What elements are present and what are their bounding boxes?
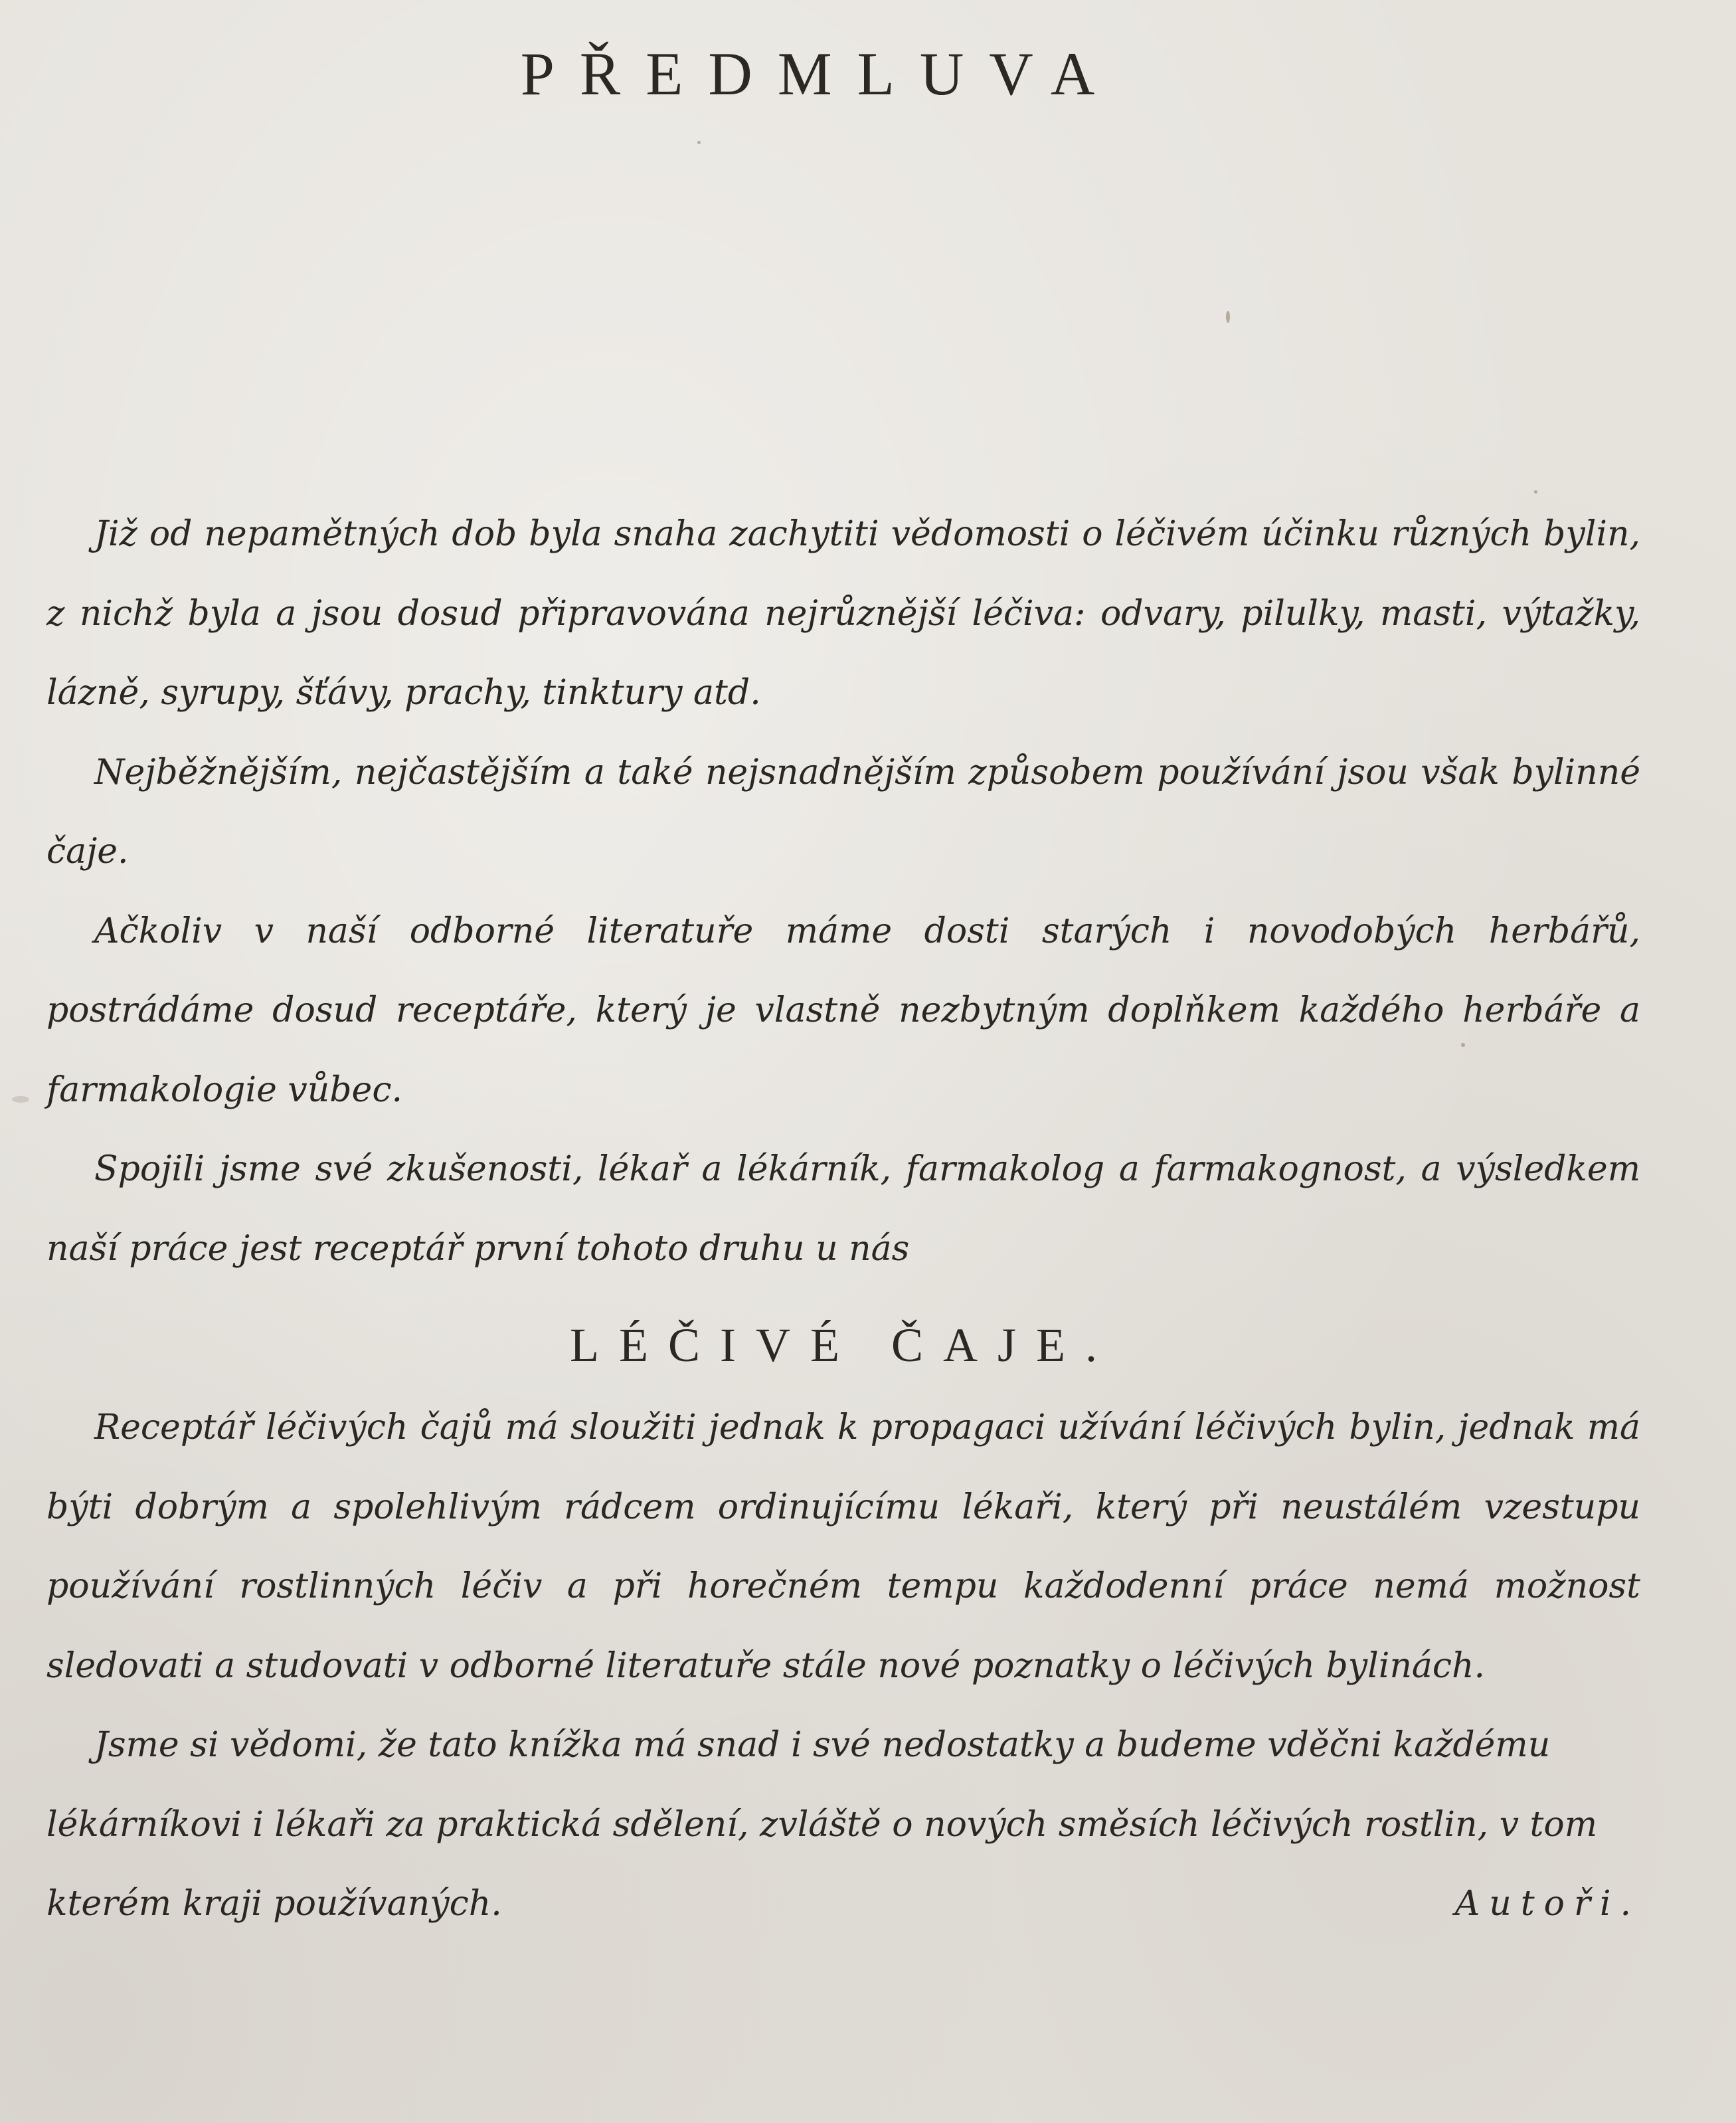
paper-speck	[1226, 311, 1230, 323]
paragraph-1: Již od nepamětných dob byla snaha zachytiti vědomosti o léčivém účinku různých bylin, z nichž byla a jsou dosud připravována nejrůznější léčiva: odvary, pilulky, masti, výtažky, lázně, syrupy, šťávy, prachy, tinktury atd.	[46, 514, 1640, 713]
paper-speck	[12, 1096, 29, 1103]
paragraph-3: Ačkoliv v naší odborné literatuře máme dosti starých i novodobých herbářů, postrádáme dosud receptáře, který je vlastně nezbytným doplňkem každého herbáře a farmakologie vůbec.	[46, 911, 1640, 1110]
paragraph-2: Nejběžnějším, nejčastějším a také nejsnadnějším způsobem používání jsou však bylinné čaje.	[46, 752, 1640, 872]
paper-speck	[1534, 490, 1537, 494]
paragraph-4: Spojili jsme své zkušenosti, lékař a lékárník, farmakolog a farmakognost, a výsledkem naší práce jest receptář první tohoto druhu u nás	[46, 1149, 1640, 1269]
paper-speck	[1461, 1043, 1465, 1047]
authors-signature: Autoři.	[1454, 1884, 1640, 1924]
paragraph-6	[46, 1706, 1640, 1944]
page-title: PŘEDMLUVA	[520, 40, 1120, 108]
book-title-heading: LÉČIVÉ ČAJE.	[570, 1319, 1117, 1372]
paper-speck	[697, 141, 701, 144]
paragraph-5: Receptář léčivých čajů má sloužiti jednak k propagaci užívání léčivých bylin, jednak má býti dobrým a spolehlivým rádcem ordinujícímu lékaři, který při neustálém vzestupu používání rostlinných léčiv a při horečném tempu každodenní práce nemá možnost sledovati a studovati v odborné literatuře stále nové poznatky o léčivých bylinách.	[46, 1408, 1640, 1686]
final-paragraph-text: Jsme si vědomi, že tato knížka má snad i své nedostatky a budeme vděčni každému lékárníkovi i lékaři za praktická sdělení, zvláště o nových směsích léčivých rostlin, v tom kterém kraji používaných.	[46, 1725, 1598, 1924]
preface-body	[46, 495, 1640, 1944]
